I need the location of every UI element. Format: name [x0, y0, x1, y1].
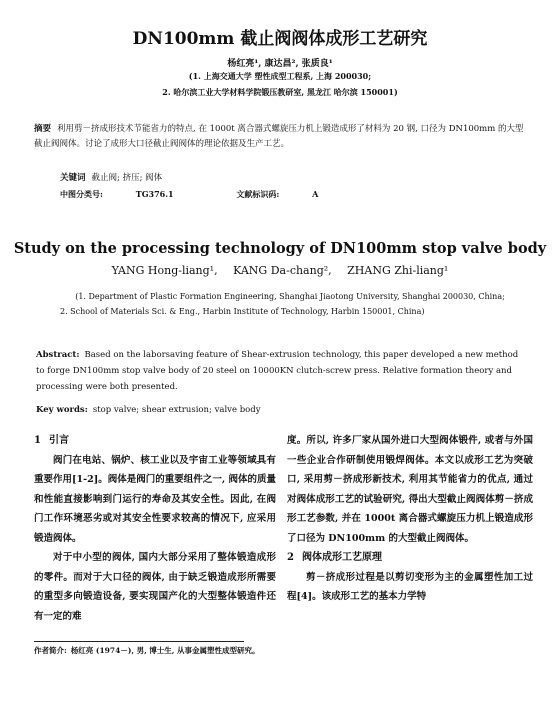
english-abstract-text: Based on the laborsaving feature of Shear-extrusion technology, this paper developed a new method to forge DN100mm stop valve body of 20 steel on 10000KN clutch-screw press. Relative formation theory and processing were both presented. — [36, 350, 519, 392]
footnote-text: 杨红亮 (1974－), 男, 博士生, 从事金属塑性成型研究。 — [70, 646, 260, 655]
paper-title: DN100mm 截止阀阀体成形工艺研究 — [132, 29, 428, 49]
affiliation-2: 2. 哈尔滨工业大学材料学院锻压教研室, 黑龙江 哈尔滨 150001) — [162, 87, 398, 97]
english-keywords-label: Key words: — [36, 405, 88, 415]
english-keywords — [36, 405, 261, 415]
english-authors — [0, 264, 560, 277]
english-author-2: KANG Da-chang², — [233, 264, 332, 277]
class-number-label: 中图分类号: — [60, 189, 103, 199]
paragraph-4: 剪－挤成形过程是以剪切变形为主的金属塑性加工过程[4]。该成形工艺的基本力学特 — [287, 571, 533, 602]
english-affiliation-1: (1. Department of Plastic Formation Engineering, Shanghai Jiaotong University, Shanghai 200030, China; — [75, 292, 505, 301]
english-keywords-text: stop valve; shear extrusion; valve body — [92, 405, 261, 415]
document-code-label: 文献标识码: — [236, 189, 280, 199]
section-2-number: 2 — [287, 552, 294, 563]
english-abstract — [36, 347, 528, 395]
chinese-keywords — [60, 171, 162, 183]
paragraph-1: 阀门在电站、锅炉、核工业以及宇宙工业等领域具有重要作用[1-2]。阀体是阀门的重要组件之一, 阀体的质量和性能直接影响到门运行的寿命及其安全性。因此, 在阀门工作环境恶劣或对其安全性要求较高的情况下, 应采用锻造阀体。 — [34, 454, 276, 544]
english-abstract-label: Abstract: — [36, 350, 80, 360]
english-affiliation-2: 2. School of Materials Sci. & Eng., Harbin Institute of Technology, Harbin 150001, China) — [60, 307, 425, 316]
class-number-value: TG376.1 — [135, 189, 174, 199]
english-title: Study on the processing technology of DN100mm stop valve body — [13, 240, 547, 257]
paragraph-2: 对于中小型的阀体, 国内大部分采用了整体锻造成形的零件。而对于大口径的阀体, 由于缺乏锻造成形所需要的重型多向锻造设备, 要实现国产化的大型整体锻造件还有一定的难 — [34, 552, 276, 622]
section-2-heading — [287, 548, 533, 568]
class-number — [60, 189, 204, 199]
section-1-number: 1 — [34, 435, 41, 446]
paragraph-3: 度。所以, 许多厂家从国外进口大型阀体锻件, 或者与外国一些企业合作研制使用锻焊阀体。本文以成形工艺为突破口, 采用剪－挤成形新技术, 利用其节能省力的优点, 通过对阀体成形工艺的试验研究, 得出大型截止阀阀体剪－挤成形工艺参数, 并在 1000t 离合器式螺旋压力机上锻造成形了口径为 DN100mm 的大型截止阀阀体。 — [287, 435, 533, 544]
chinese-keywords-label: 关键词 — [60, 173, 86, 183]
footnote-label: 作者简介: — [34, 646, 67, 655]
affiliation-1: (1. 上海交通大学 塑性成型工程系, 上海 200030; — [188, 71, 372, 81]
chinese-abstract-label: 摘要 — [34, 124, 52, 134]
body-column-left — [34, 431, 276, 626]
english-author-1: YANG Hong-liang¹, — [111, 264, 218, 277]
author-list: 杨红亮¹, 康达昌², 张质良¹ — [227, 59, 333, 69]
classification-line — [60, 189, 378, 200]
body-column-right — [287, 431, 533, 607]
chinese-abstract-text: 利用剪－挤成形技术节能省力的特点, 在 1000t 离合器式螺旋压力机上锻造成形了材料为 20 钢, 口径为 DN100mm 的大型截止阀阀体。讨论了成形大口径截止阀阀体的理论依据及生产工艺。 — [34, 124, 524, 149]
footnote — [34, 645, 260, 656]
section-1-heading — [34, 431, 276, 451]
document-code-value: A — [312, 189, 319, 199]
chinese-abstract — [34, 122, 526, 152]
footnote-divider — [34, 641, 244, 642]
document-code — [236, 189, 348, 199]
english-author-3: ZHANG Zhi-liang¹ — [347, 264, 449, 277]
section-1-title: 引言 — [48, 435, 69, 446]
section-2-title: 阀体成形工艺原理 — [301, 552, 382, 563]
chinese-keywords-text: 截止阀; 挤压; 阀体 — [91, 173, 163, 183]
